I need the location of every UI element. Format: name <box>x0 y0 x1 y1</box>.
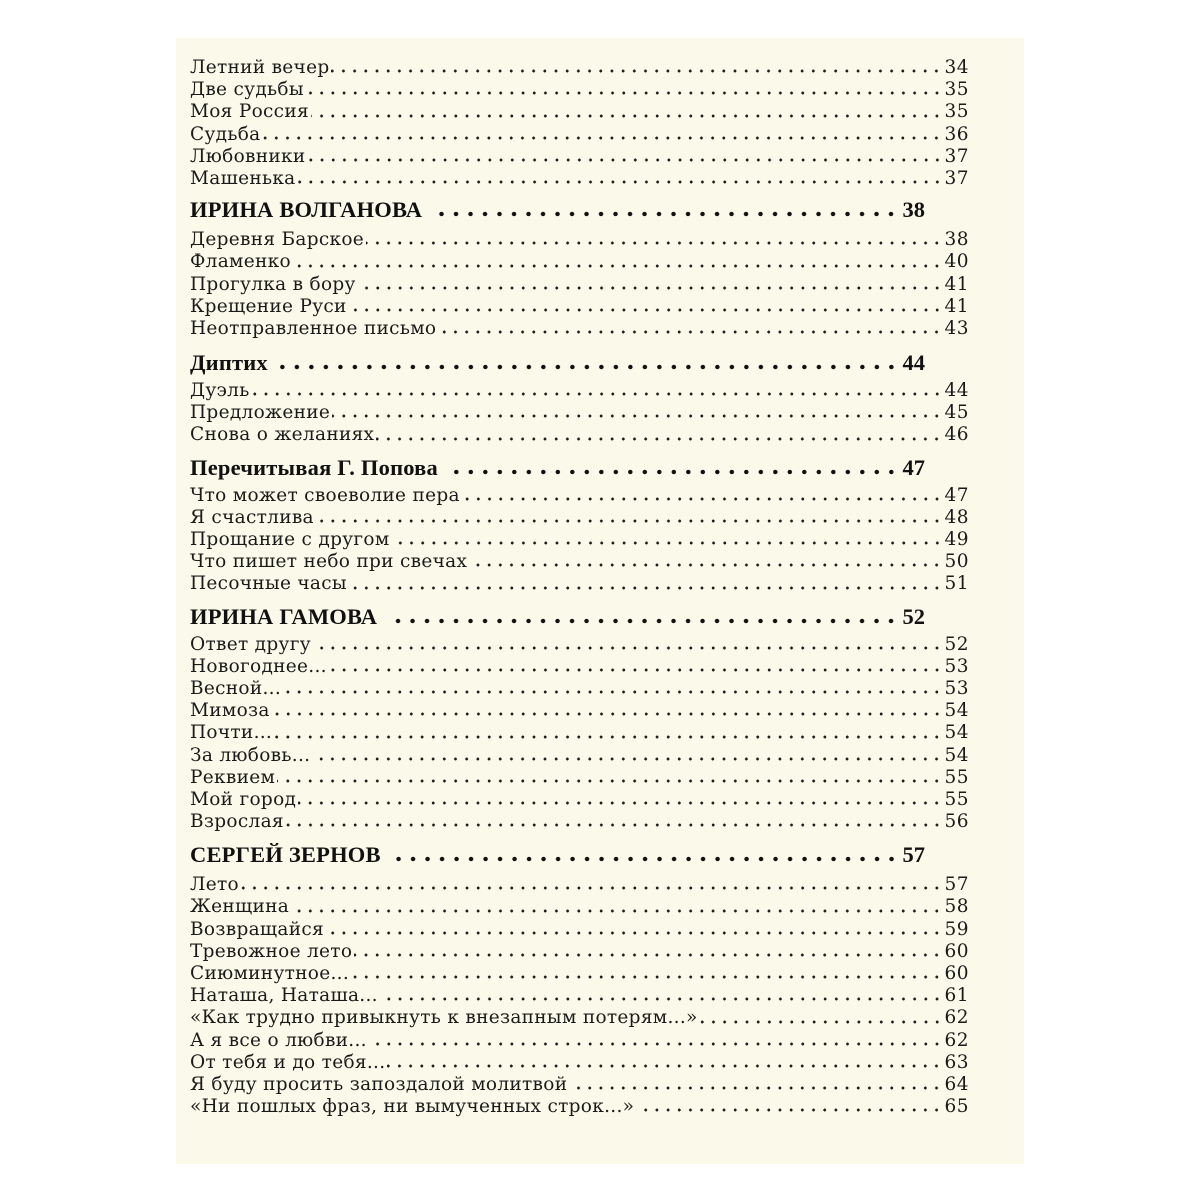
toc-entry <box>190 57 969 79</box>
toc-entry-title: Я буду просить запоздалой молитвой <box>190 1073 568 1095</box>
toc-entry <box>190 789 969 811</box>
toc-entry-title: Дуэль <box>190 380 250 402</box>
toc-entry-page: 57 <box>944 874 969 896</box>
dot-leader <box>241 885 942 891</box>
dot-leader <box>312 756 942 762</box>
toc-entry-title: Снова о желаниях <box>190 424 375 446</box>
section-heading-title: ИРИНА ГАМОВА <box>190 603 378 629</box>
dot-leader <box>329 667 943 673</box>
toc-entry-title: Любовники <box>190 145 306 167</box>
dot-leader <box>636 1107 942 1113</box>
toc-entry-title: Деревня Барское <box>190 229 365 251</box>
section-heading <box>190 195 925 225</box>
dot-leader <box>358 285 943 291</box>
toc-entry <box>190 101 969 123</box>
toc-entry <box>190 745 969 767</box>
dot-leader <box>278 363 899 371</box>
toc-entry-title: Машенька <box>190 167 296 189</box>
toc-entry-title: Ответ другу <box>190 633 311 655</box>
toc-entry-title: А я все о любви... <box>190 1029 367 1051</box>
toc-entry-page: 35 <box>944 79 969 101</box>
dot-leader <box>349 585 943 591</box>
toc-entry-title: Судьба <box>190 123 261 145</box>
toc-entry-title: Лето <box>190 874 239 896</box>
dot-leader <box>391 855 899 863</box>
toc-entry-title: Предложение <box>190 402 331 424</box>
table-of-contents <box>190 57 969 1118</box>
toc-entry <box>190 79 969 101</box>
toc-entry-page: 54 <box>944 744 969 766</box>
toc-entry <box>190 656 969 678</box>
toc-entry-title: Возвращайся <box>190 918 325 940</box>
toc-entry-title: Сиюминутное... <box>190 963 350 984</box>
dot-leader <box>380 996 943 1002</box>
toc-entry <box>190 963 969 985</box>
toc-entry <box>190 1007 969 1029</box>
dot-leader <box>448 468 899 476</box>
toc-entry-page: 48 <box>944 506 969 528</box>
section-heading-title: Перечитывая Г. Попова <box>190 454 438 480</box>
toc-entry-page: 47 <box>944 484 969 506</box>
section-heading-page: 52 <box>902 603 925 629</box>
section-heading <box>190 840 925 870</box>
toc-entry <box>190 551 969 573</box>
toc-entry-page: 52 <box>944 633 969 655</box>
toc-entry-page: 45 <box>944 402 969 424</box>
toc-entry <box>190 402 969 424</box>
dot-leader <box>298 800 942 806</box>
toc-entry-page: 38 <box>944 229 969 251</box>
toc-entry <box>190 573 969 595</box>
toc-entry-page: 62 <box>944 1007 969 1029</box>
dot-leader <box>262 135 942 141</box>
dot-leader <box>283 689 942 695</box>
dot-leader <box>331 68 942 74</box>
section-heading <box>190 602 925 632</box>
toc-entry-page: 58 <box>944 896 969 918</box>
toc-entry-title: Тревожное лето <box>190 940 353 962</box>
dot-leader <box>252 391 943 397</box>
toc-entry-page: 44 <box>944 380 969 402</box>
dot-leader <box>392 540 943 546</box>
dot-leader <box>274 734 942 740</box>
dot-leader <box>432 210 898 218</box>
section-heading-title: СЕРГЕЙ ЗЕРНОВ <box>190 842 381 868</box>
toc-entry-page: 64 <box>944 1073 969 1095</box>
toc-entry <box>190 919 969 941</box>
dot-leader <box>293 263 943 269</box>
section-heading-page: 38 <box>902 197 925 223</box>
toc-entry <box>190 1096 969 1118</box>
dot-leader <box>332 413 942 419</box>
toc-entry-page: 54 <box>944 722 969 744</box>
toc-entry <box>190 424 969 446</box>
toc-entry-page: 61 <box>944 985 969 1007</box>
toc-entry-title: Мимоза <box>190 700 270 722</box>
dot-leader <box>277 778 942 784</box>
toc-entry-page: 56 <box>944 811 969 833</box>
toc-entry <box>190 229 969 251</box>
toc-entry-page: 65 <box>944 1096 969 1118</box>
toc-entry-title: Наташа, Наташа... <box>190 985 378 1007</box>
section-heading-page: 44 <box>902 350 925 376</box>
toc-entry-page: 53 <box>944 677 969 699</box>
toc-entry-page: 55 <box>944 788 969 810</box>
toc-entry <box>190 296 969 318</box>
dot-leader <box>316 518 943 524</box>
toc-entry <box>190 274 969 296</box>
dot-leader <box>311 113 943 119</box>
dot-leader <box>351 974 942 980</box>
dot-leader <box>438 329 942 335</box>
toc-entry-title: Я счастлива <box>190 506 314 528</box>
toc-entry-title: Две судьбы <box>190 79 304 101</box>
toc-entry-page: 37 <box>944 167 969 189</box>
toc-entry <box>190 1030 969 1052</box>
toc-entry-page: 41 <box>944 295 969 317</box>
section-heading-title: ИРИНА ВОЛГАНОВА <box>190 197 423 223</box>
section-heading-page: 47 <box>902 454 925 480</box>
toc-entry-page: 55 <box>944 766 969 788</box>
toc-entry-title: Песочные часы <box>190 573 347 595</box>
toc-entry-page: 40 <box>944 251 969 273</box>
toc-entry-page: 41 <box>944 273 969 295</box>
toc-entry-page: 43 <box>944 317 969 339</box>
toc-entry <box>190 722 969 744</box>
toc-entry <box>190 485 969 507</box>
toc-entry-title: Крещение Руси <box>190 295 347 317</box>
toc-entry <box>190 874 969 896</box>
dot-leader <box>308 157 943 163</box>
toc-entry-page: 63 <box>944 1051 969 1073</box>
toc-entry-page: 34 <box>944 57 969 78</box>
dot-leader <box>462 496 943 502</box>
toc-entry <box>190 811 969 833</box>
toc-entry-page: 53 <box>944 655 969 677</box>
dot-leader <box>313 645 943 651</box>
toc-entry <box>190 896 969 918</box>
toc-entry <box>190 985 969 1007</box>
toc-entry-title: Почти... <box>190 722 273 744</box>
toc-entry <box>190 700 969 722</box>
toc-entry <box>190 168 969 190</box>
toc-entry <box>190 124 969 146</box>
dot-leader <box>354 952 942 958</box>
dot-leader <box>366 240 942 246</box>
dot-leader <box>387 617 898 625</box>
toc-entry-title: От тебя и до тебя... <box>190 1051 386 1073</box>
dot-leader <box>369 1041 943 1047</box>
toc-entry-page: 59 <box>944 918 969 940</box>
toc-entry <box>190 1052 969 1074</box>
toc-entry-title: Что пишет небо при свечах <box>190 551 468 573</box>
toc-entry-title: Весной... <box>190 677 282 699</box>
toc-entry <box>190 146 969 168</box>
toc-entry-title: Что может своеволие пера <box>190 484 460 506</box>
toc-entry <box>190 678 969 700</box>
toc-entry-title: «Ни пошлых фраз, ни вымученных строк...» <box>190 1096 635 1118</box>
toc-entry <box>190 507 969 529</box>
toc-entry-page: 35 <box>944 101 969 123</box>
toc-entry-page: 36 <box>944 123 969 145</box>
toc-entry-title: Прогулка в бору <box>190 273 356 295</box>
toc-entry-page: 60 <box>944 963 969 984</box>
toc-entry <box>190 941 969 963</box>
dot-leader <box>469 562 942 568</box>
toc-entry <box>190 318 969 340</box>
section-heading <box>190 453 925 483</box>
toc-entry-page: 51 <box>944 573 969 595</box>
dot-leader <box>291 908 942 914</box>
section-heading <box>190 348 925 378</box>
dot-leader <box>326 930 942 936</box>
toc-entry-page: 46 <box>944 424 969 446</box>
toc-entry-page: 50 <box>944 551 969 573</box>
toc-entry-title: Неотправленное письмо <box>190 317 437 339</box>
toc-entry-title: Моя Россия <box>190 101 309 123</box>
dot-leader <box>286 822 943 828</box>
toc-entry-title: Фламенко <box>190 251 291 273</box>
toc-entry-title: Реквием <box>190 766 276 788</box>
dot-leader <box>387 1063 942 1069</box>
dot-leader <box>349 307 943 313</box>
toc-entry <box>190 251 969 273</box>
toc-entry <box>190 767 969 789</box>
toc-entry-page: 54 <box>944 700 969 722</box>
dot-leader <box>272 711 943 717</box>
toc-entry-title: Летний вечер <box>190 57 330 78</box>
section-heading-page: 57 <box>902 842 925 868</box>
toc-entry <box>190 529 969 551</box>
toc-entry-page: 60 <box>944 940 969 962</box>
toc-entry <box>190 634 969 656</box>
toc-entry-title: Женщина <box>190 896 290 918</box>
toc-entry-title: Прощание с другом <box>190 529 390 550</box>
toc-entry-title: За любовь... <box>190 744 311 766</box>
dot-leader <box>306 90 943 96</box>
toc-entry-title: Мой город <box>190 788 297 810</box>
toc-entry-title: Новогоднее... <box>190 655 327 677</box>
toc-entry <box>190 380 969 402</box>
dot-leader <box>298 179 943 185</box>
toc-entry-title: Взрослая <box>190 811 284 833</box>
dot-leader <box>376 436 942 442</box>
toc-entry-page: 49 <box>944 529 969 550</box>
toc-entry-page: 37 <box>944 145 969 167</box>
toc-entry-title: «Как трудно привыкнуть к внезапным потерям...» <box>190 1007 698 1029</box>
dot-leader <box>569 1085 942 1091</box>
dot-leader <box>700 1019 943 1025</box>
book-page <box>176 38 1024 1164</box>
toc-entry-page: 62 <box>944 1029 969 1051</box>
section-heading-title: Диптих <box>190 350 268 376</box>
toc-entry <box>190 1074 969 1096</box>
